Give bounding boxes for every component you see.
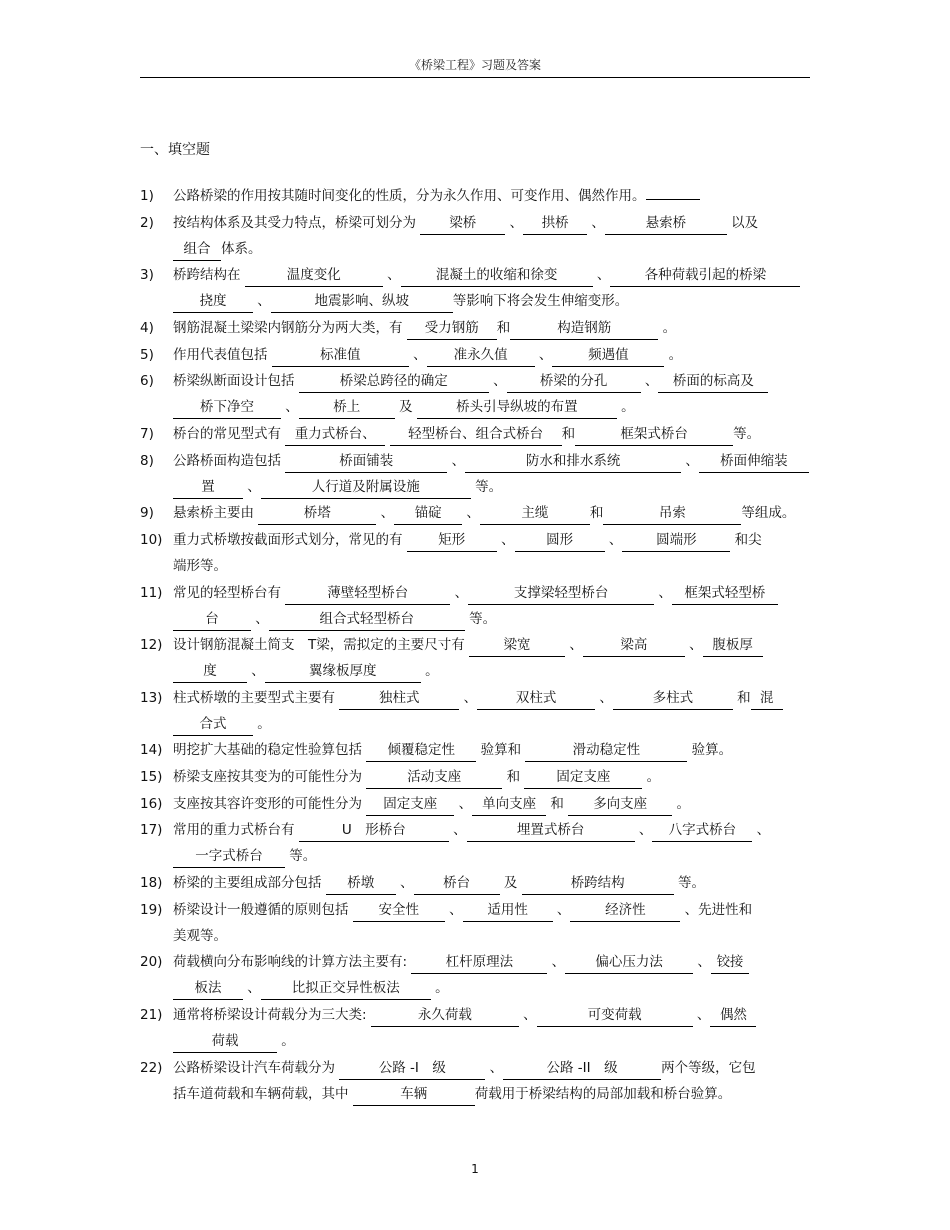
question-item [140, 421, 810, 447]
question-text [173, 342, 810, 368]
answer-blank [646, 199, 700, 200]
question-line [173, 474, 810, 500]
question-item [140, 448, 810, 500]
answer-blank: 埋置式桥台 [467, 820, 635, 842]
question-line [173, 711, 810, 737]
question-line [173, 342, 810, 368]
answer-blank: 悬索桥 [605, 213, 727, 235]
question-segment: 体系。 [221, 240, 262, 257]
question-segment: 及 [394, 399, 417, 416]
question-text [173, 817, 810, 869]
question-number: 12) [140, 637, 163, 654]
question-segment: 、 [547, 954, 566, 971]
answer-blank: 固定支座 [524, 767, 642, 789]
question-line [173, 1055, 810, 1081]
question-text [173, 897, 810, 949]
answer-blank: 安全性 [353, 900, 445, 922]
answer-blank: 拱桥 [523, 213, 587, 235]
question-segment: 、 [450, 584, 469, 601]
question-segment: 、 [692, 1007, 711, 1023]
question-text [173, 448, 810, 500]
question-segment: 、 [552, 901, 571, 918]
question-segment: 和 [561, 425, 576, 442]
answer-blank: 多柱式 [613, 688, 733, 710]
question-line [173, 527, 810, 553]
question-number: 8) [140, 452, 154, 469]
question-segment: 和 [546, 795, 569, 812]
question-segment: 、 [448, 822, 467, 839]
question-segment: 验算。 [687, 742, 733, 759]
answer-blank: 桥下净空 [173, 397, 281, 419]
answer-blank: 混凝土的收缩和徐变 [401, 265, 593, 287]
question-segment: 、 [485, 1059, 504, 1076]
question-segment: 公路桥梁的作用按其随时间变化的性质，分为永久作用、可变作用、偶然作用。 [173, 188, 646, 204]
question-segment: 等影响下将会发生伸缩变形。 [452, 293, 629, 310]
question-segment: 设计钢筋混凝土简支 T梁，需拟定的主要尺寸有 [173, 637, 470, 654]
question-item [140, 897, 810, 949]
question-segment: 。 [253, 715, 271, 732]
question-line [173, 949, 810, 975]
answer-blank: 各种荷载引起的桥梁 [610, 265, 800, 287]
question-segment: 、 [684, 637, 703, 654]
answer-blank: 公路 -II 级 [503, 1058, 661, 1080]
question-item [140, 183, 810, 209]
answer-blank: 桥塔 [258, 503, 376, 525]
page-number: 1 [471, 1162, 479, 1176]
question-segment: 以及 [726, 214, 759, 231]
answer-blank: 圆形 [515, 530, 605, 552]
question-segment: 、 [534, 346, 553, 363]
answer-blank: 活动支座 [366, 767, 502, 789]
question-item [140, 764, 810, 790]
question-segment: 公路桥面构造包括 [173, 452, 286, 469]
question-line [173, 210, 810, 236]
answer-blank: 频遇值 [552, 345, 664, 367]
answer-blank: 可变荷载 [537, 1005, 693, 1027]
answer-blank: 倾覆稳定性 [366, 740, 476, 762]
question-segment: 、 [681, 452, 699, 469]
answer-blank: 梁宽 [469, 635, 565, 657]
question-line [173, 448, 810, 474]
answer-blank: 桥台 [414, 873, 500, 895]
question-segment: 。 [642, 769, 661, 786]
question-segment: 、 [454, 795, 473, 812]
question-number: 10) [140, 531, 163, 548]
question-segment: 等。 [470, 478, 503, 495]
question-segment: 、 [505, 214, 524, 231]
question-segment: 、 [518, 1007, 537, 1023]
question-line [173, 1081, 810, 1107]
answer-blank: 车辆 [353, 1084, 475, 1106]
question-segment: 桥梁纵断面设计包括 [173, 373, 299, 390]
question-line [173, 791, 810, 817]
question-segment: 、 [592, 267, 611, 284]
answer-blank: 双柱式 [477, 688, 595, 710]
answer-blank: 桥墩 [326, 873, 396, 895]
question-segment: 柱式桥墩的主要型式主要有 [173, 689, 340, 706]
question-line [173, 236, 810, 262]
question-item [140, 1002, 810, 1054]
question-item [140, 210, 810, 262]
answer-blank: 人行道及附属设施 [261, 477, 471, 499]
question-segment: 两个等级，它包 [661, 1059, 756, 1076]
question-segment: 端形等。 [173, 557, 227, 574]
answer-blank: 桥头引导纵坡的布置 [417, 397, 617, 419]
question-segment: 桥梁设计一般遵循的原则包括 [173, 901, 353, 918]
question-segment: 、先进性和 [680, 901, 753, 918]
answer-blank: 桥跨结构 [522, 873, 674, 895]
question-segment: 、 [243, 980, 261, 997]
question-text [173, 737, 810, 763]
answer-blank: 桥梁的分孔 [507, 371, 641, 393]
question-segment: 、 [654, 584, 672, 601]
question-segment: 等。 [464, 610, 497, 627]
answer-blank: 腹板厚 [703, 635, 763, 657]
question-segment: 。 [658, 319, 677, 336]
answer-blank: 混 [751, 688, 783, 710]
answer-blank: 梁桥 [420, 213, 505, 235]
question-segment: 、 [459, 689, 478, 706]
question-line [173, 500, 810, 526]
answer-blank: 框架式桥台 [575, 424, 733, 446]
answer-blank: 荷载 [173, 1031, 277, 1053]
question-segment: 和 [502, 769, 525, 786]
question-item [140, 580, 810, 632]
question-number: 2) [140, 214, 154, 231]
question-segment: 等。 [733, 425, 761, 442]
question-line [173, 1002, 810, 1028]
question-line [173, 553, 810, 579]
answer-blank: 滑动稳定性 [525, 740, 687, 762]
answer-blank: 铰接 [711, 952, 749, 974]
answer-blank: 吊索 [603, 503, 741, 525]
question-segment: 。 [664, 346, 683, 363]
answer-blank: 偶然 [710, 1005, 756, 1027]
answer-blank: 桥上 [299, 397, 395, 419]
question-number: 14) [140, 742, 163, 759]
question-line [173, 737, 810, 763]
question-text [173, 500, 810, 526]
question-segment: 支座按其容许变形的可能性分为 [173, 795, 367, 812]
question-segment: 桥台的常见型式有 [173, 425, 286, 442]
question-text [173, 421, 810, 447]
question-text [173, 1002, 810, 1054]
answer-blank: 地震影响、纵坡 [271, 291, 453, 313]
answer-blank: 标准值 [272, 345, 409, 367]
question-item [140, 262, 810, 314]
answer-blank: 置 [173, 477, 243, 499]
question-line [173, 923, 810, 949]
question-segment: 括车道荷载和车辆荷载，其中 [173, 1085, 353, 1102]
question-segment: 常用的重力式桥台有 [173, 822, 299, 839]
question-segment: 等。 [285, 848, 317, 865]
answer-blank: 桥面的标高及 [658, 371, 768, 393]
question-line [173, 288, 810, 314]
question-segment: 桥梁的主要组成部分包括 [173, 875, 326, 892]
question-line [173, 870, 810, 896]
question-segment: 荷载横向分布影响线的计算方法主要有: [173, 954, 412, 971]
question-line [173, 1028, 810, 1054]
answer-blank: 杠杆原理法 [411, 952, 547, 974]
question-text [173, 210, 810, 262]
question-segment: 及 [499, 875, 522, 892]
question-text [173, 791, 810, 817]
answer-blank: 准永久值 [427, 345, 535, 367]
answer-blank: 单向支座 [472, 794, 546, 816]
answer-blank: 温度变化 [245, 265, 383, 287]
question-item [140, 500, 810, 526]
question-text [173, 764, 810, 790]
question-segment: 、 [408, 346, 427, 363]
question-segment: 。 [277, 1033, 295, 1049]
question-segment: 、 [382, 267, 401, 284]
question-text [173, 685, 810, 737]
question-segment: 等。 [673, 875, 705, 892]
answer-blank: 一字式桥台 [173, 846, 285, 868]
question-number: 13) [140, 689, 163, 706]
question-segment: 、 [604, 531, 623, 548]
question-segment: 明挖扩大基础的稳定性验算包括 [173, 742, 367, 759]
question-text [173, 262, 810, 314]
question-number: 3) [140, 267, 154, 284]
question-number: 21) [140, 1007, 163, 1023]
question-segment: 、 [496, 531, 515, 548]
answer-blank: 度 [173, 661, 247, 683]
question-item [140, 1055, 810, 1107]
question-text [173, 870, 810, 896]
question-number: 6) [140, 373, 154, 390]
answer-blank: U 形桥台 [299, 820, 449, 842]
question-text [173, 183, 810, 209]
answer-blank: 桥面伸缩装 [699, 451, 809, 473]
question-segment: 作用代表值包括 [173, 346, 272, 363]
question-segment: 。 [616, 399, 635, 416]
question-line [173, 262, 810, 288]
answer-blank: 永久荷载 [371, 1005, 519, 1027]
question-text [173, 527, 810, 579]
question-line [173, 897, 810, 923]
question-number: 22) [140, 1059, 163, 1076]
question-segment: 、 [281, 399, 299, 416]
question-segment: 、 [376, 505, 395, 522]
question-segment: 、 [395, 875, 414, 892]
page-header: 《桥梁工程》习题及答案 [408, 58, 541, 72]
question-segment: 、 [251, 610, 269, 627]
question-segment: 、 [247, 663, 265, 680]
question-line [173, 658, 810, 684]
question-segment: 、 [243, 478, 261, 495]
question-segment: 。 [430, 980, 449, 997]
question-segment: 、 [640, 373, 659, 390]
question-segment: 验算和 [476, 742, 526, 759]
question-line [173, 685, 810, 711]
question-segment: 和 [496, 319, 511, 336]
answer-blank: 挠度 [173, 291, 253, 313]
question-line [173, 315, 810, 341]
question-segment: 荷载用于桥梁结构的局部加载和桥台验算。 [474, 1085, 732, 1102]
question-number: 5) [140, 346, 154, 363]
question-line [173, 975, 810, 1001]
answer-blank: 独柱式 [339, 688, 459, 710]
question-number: 4) [140, 319, 154, 336]
question-text [173, 315, 810, 341]
question-segment: 和尖 [730, 531, 762, 548]
answer-blank: 板法 [173, 978, 243, 1000]
answer-blank: 翼缘板厚度 [265, 661, 421, 683]
question-segment: 等组成。 [741, 505, 796, 522]
question-item [140, 817, 810, 869]
answer-blank: 轻型桥台、组合式桥台 [390, 424, 562, 446]
answer-blank: 重力式桥台、 [285, 424, 385, 446]
question-segment: 、 [587, 214, 605, 231]
question-line [173, 817, 810, 843]
question-segment: 、 [253, 293, 271, 310]
question-item [140, 949, 810, 1001]
answer-blank: 矩形 [407, 530, 497, 552]
answer-blank: 公路 -I 级 [339, 1058, 485, 1080]
question-segment: 和 [589, 505, 604, 522]
question-item [140, 870, 810, 896]
answer-blank: 台 [173, 609, 251, 631]
question-item [140, 342, 810, 368]
answer-blank: 比拟正交异性板法 [261, 978, 431, 1000]
answer-blank: 构造钢筋 [510, 318, 658, 340]
answer-blank: 梁高 [583, 635, 685, 657]
question-segment: 、 [462, 505, 480, 522]
question-text [173, 368, 810, 420]
answer-blank: 薄壁轻型桥台 [285, 583, 450, 605]
question-item [140, 368, 810, 420]
question-item [140, 791, 810, 817]
question-number: 1) [140, 188, 154, 204]
answer-blank: 框架式轻型桥 [672, 583, 778, 605]
question-segment: 美观等。 [173, 927, 227, 944]
question-number: 19) [140, 901, 163, 918]
answer-blank: 防水和排水系统 [465, 451, 681, 473]
answer-blank: 固定支座 [366, 794, 454, 816]
question-item [140, 737, 810, 763]
question-segment: 、 [444, 901, 463, 918]
answer-blank: 组合式轻型桥台 [269, 609, 465, 631]
question-segment: 、 [447, 452, 466, 469]
question-item [140, 315, 810, 341]
question-line [173, 632, 810, 658]
question-segment: 。 [672, 795, 690, 812]
question-line [173, 606, 810, 632]
question-item [140, 527, 810, 579]
answer-blank: 偏心压力法 [565, 952, 693, 974]
question-number: 7) [140, 425, 154, 442]
answer-blank: 组合 [173, 239, 221, 261]
question-segment: 重力式桥墩按截面形式划分，常见的有 [173, 531, 407, 548]
question-line [173, 394, 810, 420]
question-text [173, 632, 810, 684]
answer-blank: 受力钢筋 [407, 318, 497, 340]
question-number: 20) [140, 954, 163, 971]
question-segment: 。 [420, 663, 439, 680]
question-line [173, 580, 810, 606]
question-segment: 、 [752, 822, 771, 839]
question-segment: 、 [488, 373, 507, 390]
question-line [173, 421, 810, 447]
answer-blank: 支撑梁轻型桥台 [468, 583, 654, 605]
question-segment: 、 [595, 689, 613, 706]
question-segment: 和 [732, 689, 751, 706]
question-segment: 钢筋混凝土梁梁内钢筋分为两大类，有 [173, 319, 407, 336]
question-segment: 常见的轻型桥台有 [173, 584, 286, 601]
answer-blank: 经济性 [570, 900, 680, 922]
question-number: 16) [140, 795, 163, 812]
answer-blank: 桥面铺装 [285, 451, 447, 473]
question-item [140, 685, 810, 737]
question-number: 17) [140, 822, 163, 839]
question-number: 15) [140, 769, 163, 786]
question-segment: 按结构体系及其受力特点，桥梁可划分为 [173, 214, 421, 231]
question-line [173, 843, 810, 869]
question-segment: 、 [634, 822, 653, 839]
question-line [173, 368, 810, 394]
question-segment: 、 [565, 637, 583, 654]
question-segment: 悬索桥主要由 [173, 505, 259, 522]
question-segment: 桥跨结构在 [173, 267, 245, 284]
question-number: 18) [140, 875, 163, 892]
question-line [173, 183, 810, 209]
question-segment: 通常将桥梁设计荷载分为三大类: [173, 1007, 371, 1023]
answer-blank: 圆端形 [622, 530, 730, 552]
answer-blank: 桥梁总跨径的确定 [299, 371, 489, 393]
question-segment: 、 [693, 954, 711, 971]
answer-blank: 适用性 [463, 900, 553, 922]
section-title: 一、填空题 [140, 142, 210, 158]
answer-blank: 锚碇 [394, 503, 462, 525]
question-number: 9) [140, 505, 154, 522]
answer-blank: 八字式桥台 [652, 820, 752, 842]
question-text [173, 580, 810, 632]
answer-blank: 多向支座 [568, 794, 672, 816]
question-text [173, 1055, 810, 1107]
question-line [173, 764, 810, 790]
question-number: 11) [140, 584, 163, 601]
question-text [173, 949, 810, 1001]
answer-blank: 主缆 [480, 503, 590, 525]
question-segment: 桥梁支座按其变为的可能性分为 [173, 769, 367, 786]
question-item [140, 632, 810, 684]
question-segment: 公路桥梁设计汽车荷载分为 [173, 1059, 340, 1076]
header-divider [140, 77, 810, 78]
answer-blank: 合式 [173, 714, 253, 736]
